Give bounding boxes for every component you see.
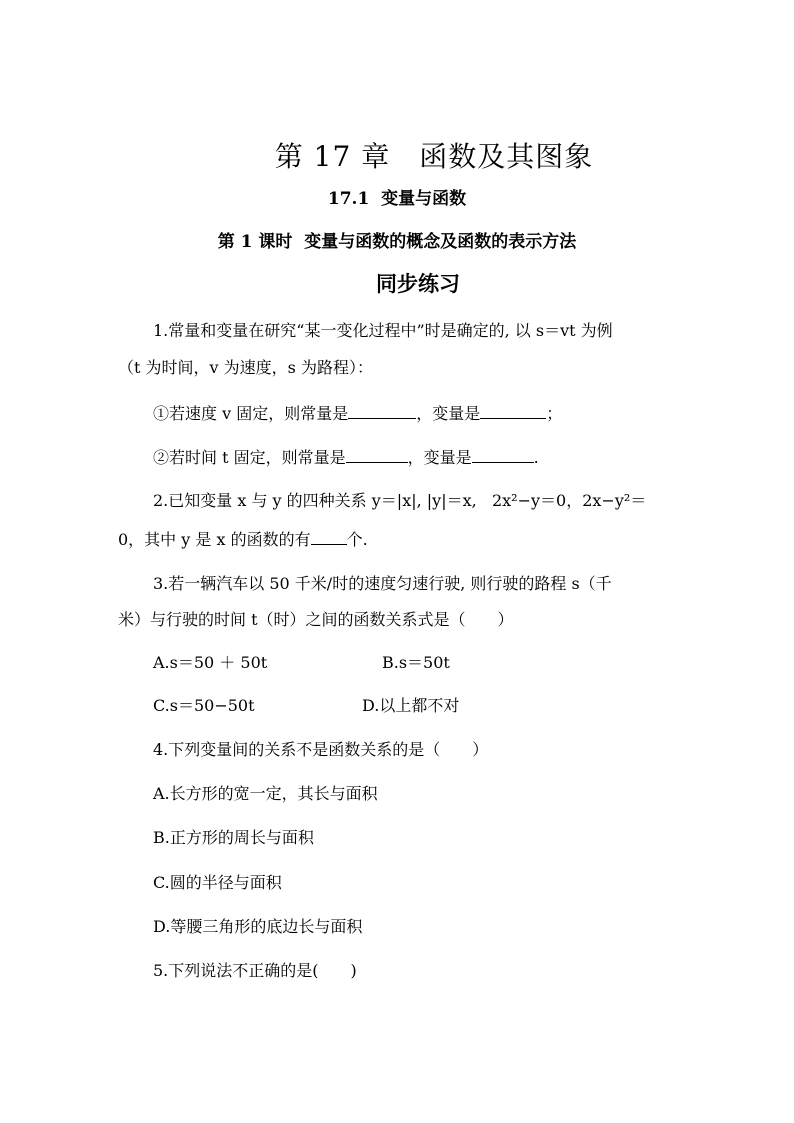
practice-title: 同步练习 <box>376 271 460 296</box>
section-title: 17.1 变量与函数 <box>327 189 467 209</box>
q4-option-a: A.长方形的宽一定，其长与面积 <box>153 784 378 803</box>
q1-sub1-text-b: ，变量是 <box>416 404 481 423</box>
q4-stem: 4.下列变量间的关系不是函数关系的是（ ） <box>153 740 489 759</box>
q3-line2: 米）与行驶的时间 t（时）之间的函数关系式是（ ） <box>118 610 514 629</box>
q1-sub2-text-c: . <box>533 448 539 467</box>
q1-sub2-text-a: ②若时间 t 固定，则常量是 <box>153 448 346 467</box>
q2-line2 <box>118 528 678 551</box>
q2-blank <box>311 528 347 545</box>
q3-option-b: B.s＝50t <box>382 653 450 672</box>
lesson-title: 第 1 课时 变量与函数的概念及函数的表示方法 <box>217 232 577 252</box>
q1-sub2-blank2 <box>472 446 534 463</box>
q2-line2-text-a: 0，其中 y 是 x 的函数的有 <box>118 530 311 549</box>
q3-line1: 3.若一辆汽车以 50 千米/时的速度匀速行驶, 则行驶的路程 s（千 <box>153 574 612 593</box>
q1-sub1-blank1 <box>348 402 416 419</box>
q3-option-a: A.s＝50 ＋ 50t <box>153 653 268 672</box>
q4-option-c: C.圆的半径与面积 <box>153 873 282 892</box>
q1-sub1-blank2 <box>480 402 546 419</box>
q4-option-b: B.正方形的周长与面积 <box>153 828 314 847</box>
q5-stem: 5.下列说法不正确的是( ) <box>153 961 357 980</box>
q1-sub1 <box>153 402 713 425</box>
q1-sub1-text-a: ①若速度 v 固定，则常量是 <box>153 404 349 423</box>
q1-sub2 <box>153 446 713 469</box>
q3-option-d: D.以上都不对 <box>362 696 460 715</box>
q2-line1: 2.已知变量 x 与 y 的四种关系 y＝|x|, |y|＝x, 2x²−y＝0，2x−y²＝ <box>153 491 647 510</box>
chapter-title: 第 17 章 函数及其图象 <box>274 140 594 173</box>
q1-sub1-text-c: ； <box>546 404 563 423</box>
q3-option-c: C.s＝50−50t <box>153 696 255 715</box>
q1-line1: 1.常量和变量在研究“某一变化过程中”时是确定的, 以 s＝vt 为例 <box>153 321 613 340</box>
q1-sub2-text-b: ，变量是 <box>407 448 472 467</box>
q1-sub2-blank1 <box>346 446 408 463</box>
q2-line2-text-b: 个. <box>346 530 368 549</box>
q4-option-d: D.等腰三角形的底边长与面积 <box>153 917 363 936</box>
q1-line2: （t 为时间，v 为速度，s 为路程）： <box>118 358 373 377</box>
